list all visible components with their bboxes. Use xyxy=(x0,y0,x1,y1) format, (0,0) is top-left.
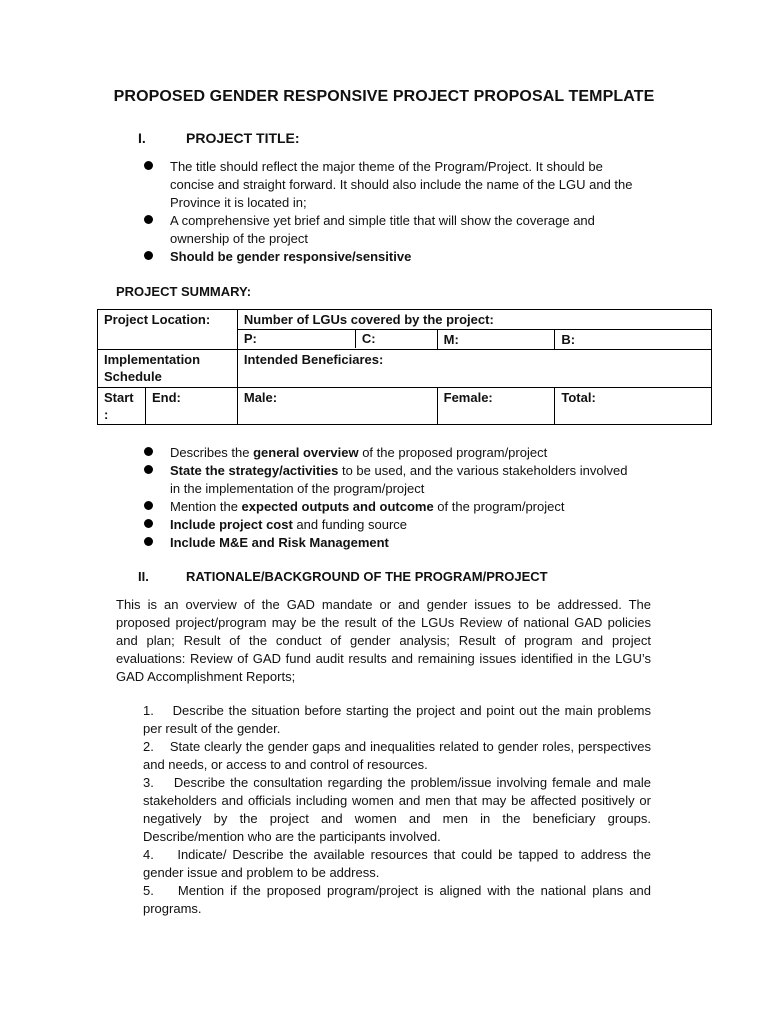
p-label: P: xyxy=(238,330,356,348)
list-item xyxy=(140,534,640,552)
implementation-schedule-cell: Implementation Schedule xyxy=(98,350,238,388)
list-item xyxy=(140,158,640,212)
bullet-bold: Include M&E and Risk Management xyxy=(170,535,389,550)
project-location-cell: Project Location: xyxy=(98,310,238,350)
total-cell: Total: xyxy=(555,388,712,425)
list-item xyxy=(140,212,640,248)
section-2-number: II. xyxy=(138,569,149,584)
bullet-text: A comprehensive yet brief and simple title that will show the coverage and ownership of the project xyxy=(170,213,595,246)
bullet-post: of the program/project xyxy=(433,499,565,514)
b-cell: B: xyxy=(555,330,712,350)
bullet-pre: Mention the xyxy=(170,499,242,514)
pc-cell xyxy=(237,330,437,350)
bullet-bold: expected outputs and outcome xyxy=(241,499,434,514)
section-1-heading xyxy=(138,130,300,146)
bullet-icon xyxy=(144,447,153,456)
list-item: 5. Mention if the proposed program/project is aligned with the national plans and programs. xyxy=(143,883,655,916)
m-cell: M: xyxy=(437,330,555,350)
bullet-post: of the proposed program/project xyxy=(358,445,548,460)
summary-bullets xyxy=(140,444,640,552)
bullet-bold: State the strategy/activities xyxy=(170,463,339,478)
project-summary-table xyxy=(97,309,712,425)
project-summary-label: PROJECT SUMMARY: xyxy=(116,284,252,299)
bullet-icon xyxy=(144,501,153,510)
male-cell: Male: xyxy=(237,388,437,425)
rationale-numbered-list xyxy=(143,702,655,918)
bullet-icon xyxy=(144,215,153,224)
rationale-intro-paragraph: This is an overview of the GAD mandate or and gender issues to be addressed. The proposed project/program may be the result of the LGUs Review of national GAD policies and plan; Result of the conduct of gender analysis; Result of program and project evaluations: Review of GAD fund audit results and remaining issues identified in the LGU’s GAD Accomplishment Reports; xyxy=(116,597,651,684)
list-item xyxy=(140,444,640,462)
female-cell: Female: xyxy=(437,388,555,425)
list-item xyxy=(140,462,640,498)
bullet-text: The title should reflect the major theme of the Program/Project. It should be concise and straight forward. It should also include the name of the LGU and the Province it is located in; xyxy=(170,159,633,210)
table-row xyxy=(98,310,712,330)
bullet-post: to be used, and the various stakeholders involved in the implementation of the program/project xyxy=(170,463,628,496)
list-item: 2. State clearly the gender gaps and inequalities related to gender roles, perspectives and needs, or access to and control of resources. xyxy=(143,739,655,772)
list-item xyxy=(140,516,640,534)
c-label: C: xyxy=(361,331,376,346)
num-lgus-cell: Number of LGUs covered by the project: xyxy=(237,310,711,330)
list-item: 1. Describe the situation before starting the project and point out the main problems per result of the gender. xyxy=(143,703,655,736)
end-cell: End: xyxy=(145,388,237,425)
bullet-post: and funding source xyxy=(292,517,408,532)
document-title: PROPOSED GENDER RESPONSIVE PROJECT PROPOSAL TEMPLATE xyxy=(113,88,655,105)
section-1-title: PROJECT TITLE: xyxy=(186,130,300,146)
section-1-number: I. xyxy=(138,130,146,146)
list-item xyxy=(140,248,640,266)
project-title-bullets xyxy=(140,158,640,266)
table-row xyxy=(98,350,712,388)
section-2-heading xyxy=(138,569,548,584)
bullet-icon xyxy=(144,251,153,260)
bullet-bold: general overview xyxy=(253,445,359,460)
table-row xyxy=(98,388,712,425)
intended-beneficiaries-cell: Intended Beneficiares: xyxy=(237,350,711,388)
bullet-pre: Describes the xyxy=(170,445,254,460)
list-item: 4. Indicate/ Describe the available resources that could be tapped to address the gender issue and problem to be address. xyxy=(143,847,655,880)
bullet-icon xyxy=(144,519,153,528)
start-cell: Start : xyxy=(98,388,146,425)
bullet-text: Should be gender responsive/sensitive xyxy=(170,249,412,264)
bullet-icon xyxy=(144,465,153,474)
bullet-bold: Include project cost xyxy=(170,517,293,532)
bullet-icon xyxy=(144,537,153,546)
bullet-icon xyxy=(144,161,153,170)
list-item xyxy=(140,498,640,516)
list-item: 3. Describe the consultation regarding the problem/issue involving female and male stakeholders and officials including women and men that may be affected positively or negatively by the project and women and men in the beneficiary groups. Describe/mention who are the participants involved. xyxy=(143,775,655,844)
section-2-title: RATIONALE/BACKGROUND OF THE PROGRAM/PROJECT xyxy=(186,569,548,584)
